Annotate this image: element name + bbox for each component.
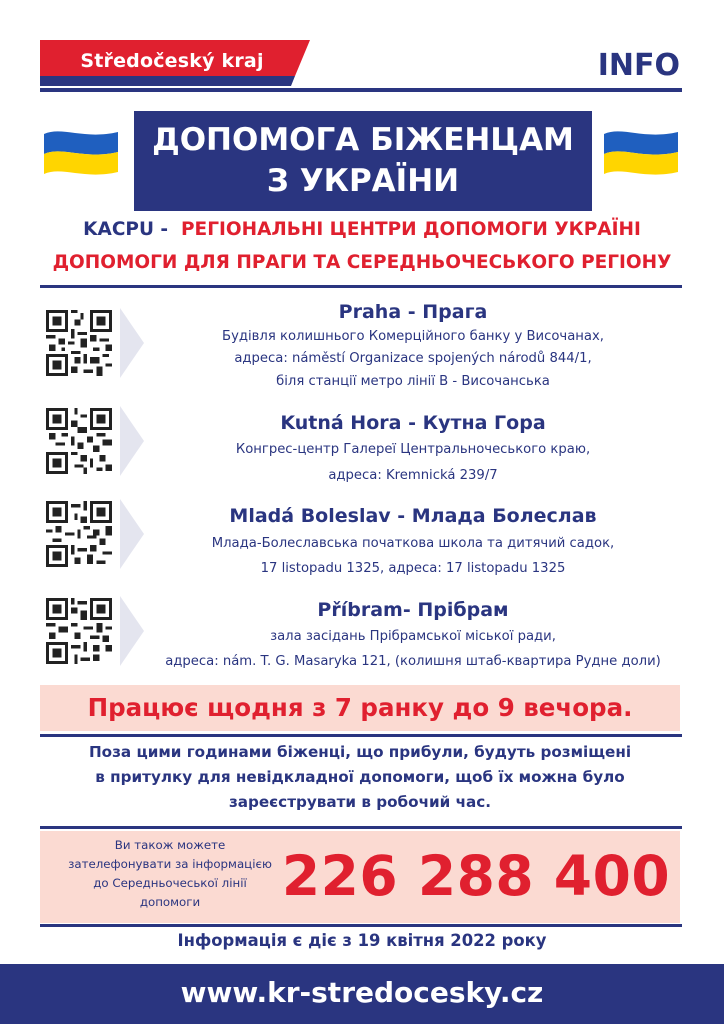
center-mlada-boleslav-line2: 17 listopadu 1325, адреса: 17 listopadu 1325 [260, 561, 566, 576]
ukraine-flag-right-icon [604, 128, 678, 176]
subtitle-prefix: KACPU - [83, 219, 169, 240]
qr-code-icon [46, 408, 112, 474]
center-kutna-hora-line1: Конгрес-центр Галереї Центральночеського краю, [235, 442, 591, 457]
center-praha-line3: біля станції метро лінії B - Височанська [276, 374, 550, 389]
center-title-mlada-boleslav: Mladá Boleslav - Млада Болеслав [229, 505, 597, 527]
after-hours-note [40, 740, 680, 815]
opening-hours: Працює щодня з 7 ранку до 9 вечора. [40, 685, 680, 731]
info-label: INFO [597, 48, 680, 83]
note-line2: в притулку для невідкладної допомоги, щоб їх можна було [95, 768, 625, 786]
region-badge: Středočeský kraj [80, 50, 264, 72]
header-rule [40, 88, 682, 92]
center-praha-line1: Будівля колишнього Комерційного банку у Височанах, [222, 329, 604, 344]
subtitle-line1 [0, 217, 724, 243]
subtitle-text-line1: РЕГІОНАЛЬНІ ЦЕНТРИ ДОПОМОГИ УКРАЇНІ [181, 219, 641, 240]
qr-code-icon [46, 598, 112, 664]
center-title-praha: Praha - Прага [338, 301, 488, 323]
phone-note-line1: Ви також можете [114, 838, 226, 852]
phone-note [66, 836, 274, 912]
center-praha-line2: адреса: náměstí Organizace spojených národů 844/1, [234, 351, 592, 366]
hours-rule [40, 734, 682, 737]
center-pribram-line2: адреса: nám. T. G. Masaryka 121, (колишня штаб-квартира Рудне доли) [165, 654, 661, 669]
center-mlada-boleslav-line1: Млада-Болеславська початкова школа та дитячий садок, [211, 536, 615, 551]
phone-note-line4: допомоги [139, 895, 201, 909]
main-title-line1: ДОПОМОГА БІЖЕНЦАМ [152, 122, 574, 158]
phone-note-line3: до Середньочеської лінії [93, 876, 247, 890]
note-rule [40, 826, 682, 829]
subtitle-line2: ДОПОМОГИ ДЛЯ ПРАГИ ТА СЕРЕДНЬОЧЕСЬКОГО РЕГІОНУ [52, 252, 672, 273]
note-line3: зареєструвати в робочий час. [228, 793, 492, 811]
main-title-line2: З УКРАЇНИ [266, 163, 460, 199]
center-kutna-hora-line2: адреса: Kremnická 239/7 [328, 468, 498, 483]
validity-date: Інформація є діє з 19 квітня 2022 року [177, 931, 547, 950]
hotline-phone-number[interactable]: 226 288 400 [281, 844, 671, 908]
center-title-kutna-hora: Kutná Hora - Кутна Гора [280, 412, 546, 434]
ukraine-flag-left-icon [44, 128, 118, 176]
qr-code-icon [46, 501, 112, 567]
phone-rule [40, 924, 682, 927]
center-pribram-line1: зала засідань Прібрамської міської ради, [270, 629, 556, 644]
website-link[interactable]: www.kr-stredocesky.cz [180, 976, 544, 1009]
note-line1: Поза цими годинами біженці, що прибули, будуть розміщені [88, 743, 632, 761]
center-title-pribram: Příbram- Прібрам [317, 599, 509, 621]
main-title [134, 111, 592, 211]
subtitle-rule [40, 285, 682, 288]
phone-note-line2: зателефонувати за інформацією [68, 857, 272, 871]
qr-code-icon [46, 310, 112, 376]
